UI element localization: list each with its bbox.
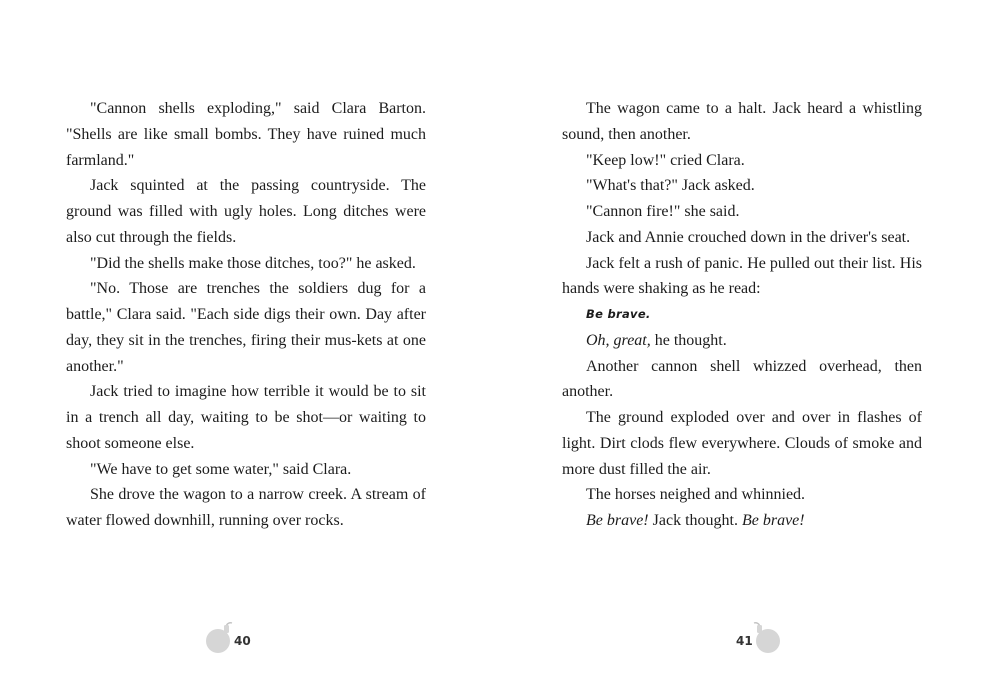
text-span: Jack thought. [648, 512, 742, 529]
paragraph: "What's that?" Jack asked. [586, 177, 755, 195]
page-number-right [728, 622, 818, 656]
page-number: 40 [234, 634, 251, 648]
paragraph: Another cannon shell whizzed overhead, then another. [562, 357, 922, 401]
italic-text: Be brave! [741, 512, 805, 529]
paragraph: The wagon came to a halt. Jack heard a whistling sound, then another. [562, 100, 922, 143]
cannonball-ornament-icon [750, 622, 784, 654]
paragraph: Jack and Annie crouched down in the driver's seat. [586, 228, 911, 246]
cannonball-ornament-icon [202, 622, 236, 654]
paragraph: "Keep low!" cried Clara. [586, 151, 745, 169]
page-number-left [200, 622, 290, 656]
italic-text: Be brave! [586, 512, 649, 529]
paragraph: She drove the wagon to a narrow creek. A stream of water flowed downhill, running over rocks. [66, 486, 426, 529]
page-number: 41 [736, 634, 753, 648]
left-page [66, 96, 426, 534]
paragraph: "Cannon shells exploding," said Clara Barton. "Shells are like small bombs. They have ruined much farmland." [66, 100, 426, 169]
paragraph: "Did the shells make those ditches, too?" he asked. [90, 254, 416, 272]
text-span: he thought. [650, 331, 727, 349]
paragraph [562, 508, 922, 534]
paragraph: "We have to get some water," said Clara. [90, 460, 352, 478]
paragraph: Jack tried to imagine how terrible it would be to sit in a trench all day, waiting to be shot—or waiting to shoot someone else. [66, 383, 426, 452]
paragraph: The horses neighed and whinnied. [586, 486, 806, 504]
paragraph: "No. Those are trenches the soldiers dug for a battle," Clara said. "Each side digs their own. Day after day, they sit in the trenches, firing their mus-kets at one another." [66, 280, 426, 375]
paragraph [562, 328, 922, 354]
right-page [562, 96, 922, 534]
paragraph: Jack squinted at the passing countryside. The ground was filled with ugly holes. Long ditches were also cut through the fields. [66, 177, 426, 246]
italic-text: Oh, great, [586, 331, 651, 349]
list-note: Be brave. [586, 307, 651, 321]
paragraph: The ground exploded over and over in flashes of light. Dirt clods flew everywhere. Clouds of smoke and more dust filled the air. [562, 409, 922, 478]
paragraph: "Cannon fire!" she said. [586, 203, 740, 220]
paragraph: Jack felt a rush of panic. He pulled out their list. His hands were shaking as he read: [562, 254, 922, 298]
